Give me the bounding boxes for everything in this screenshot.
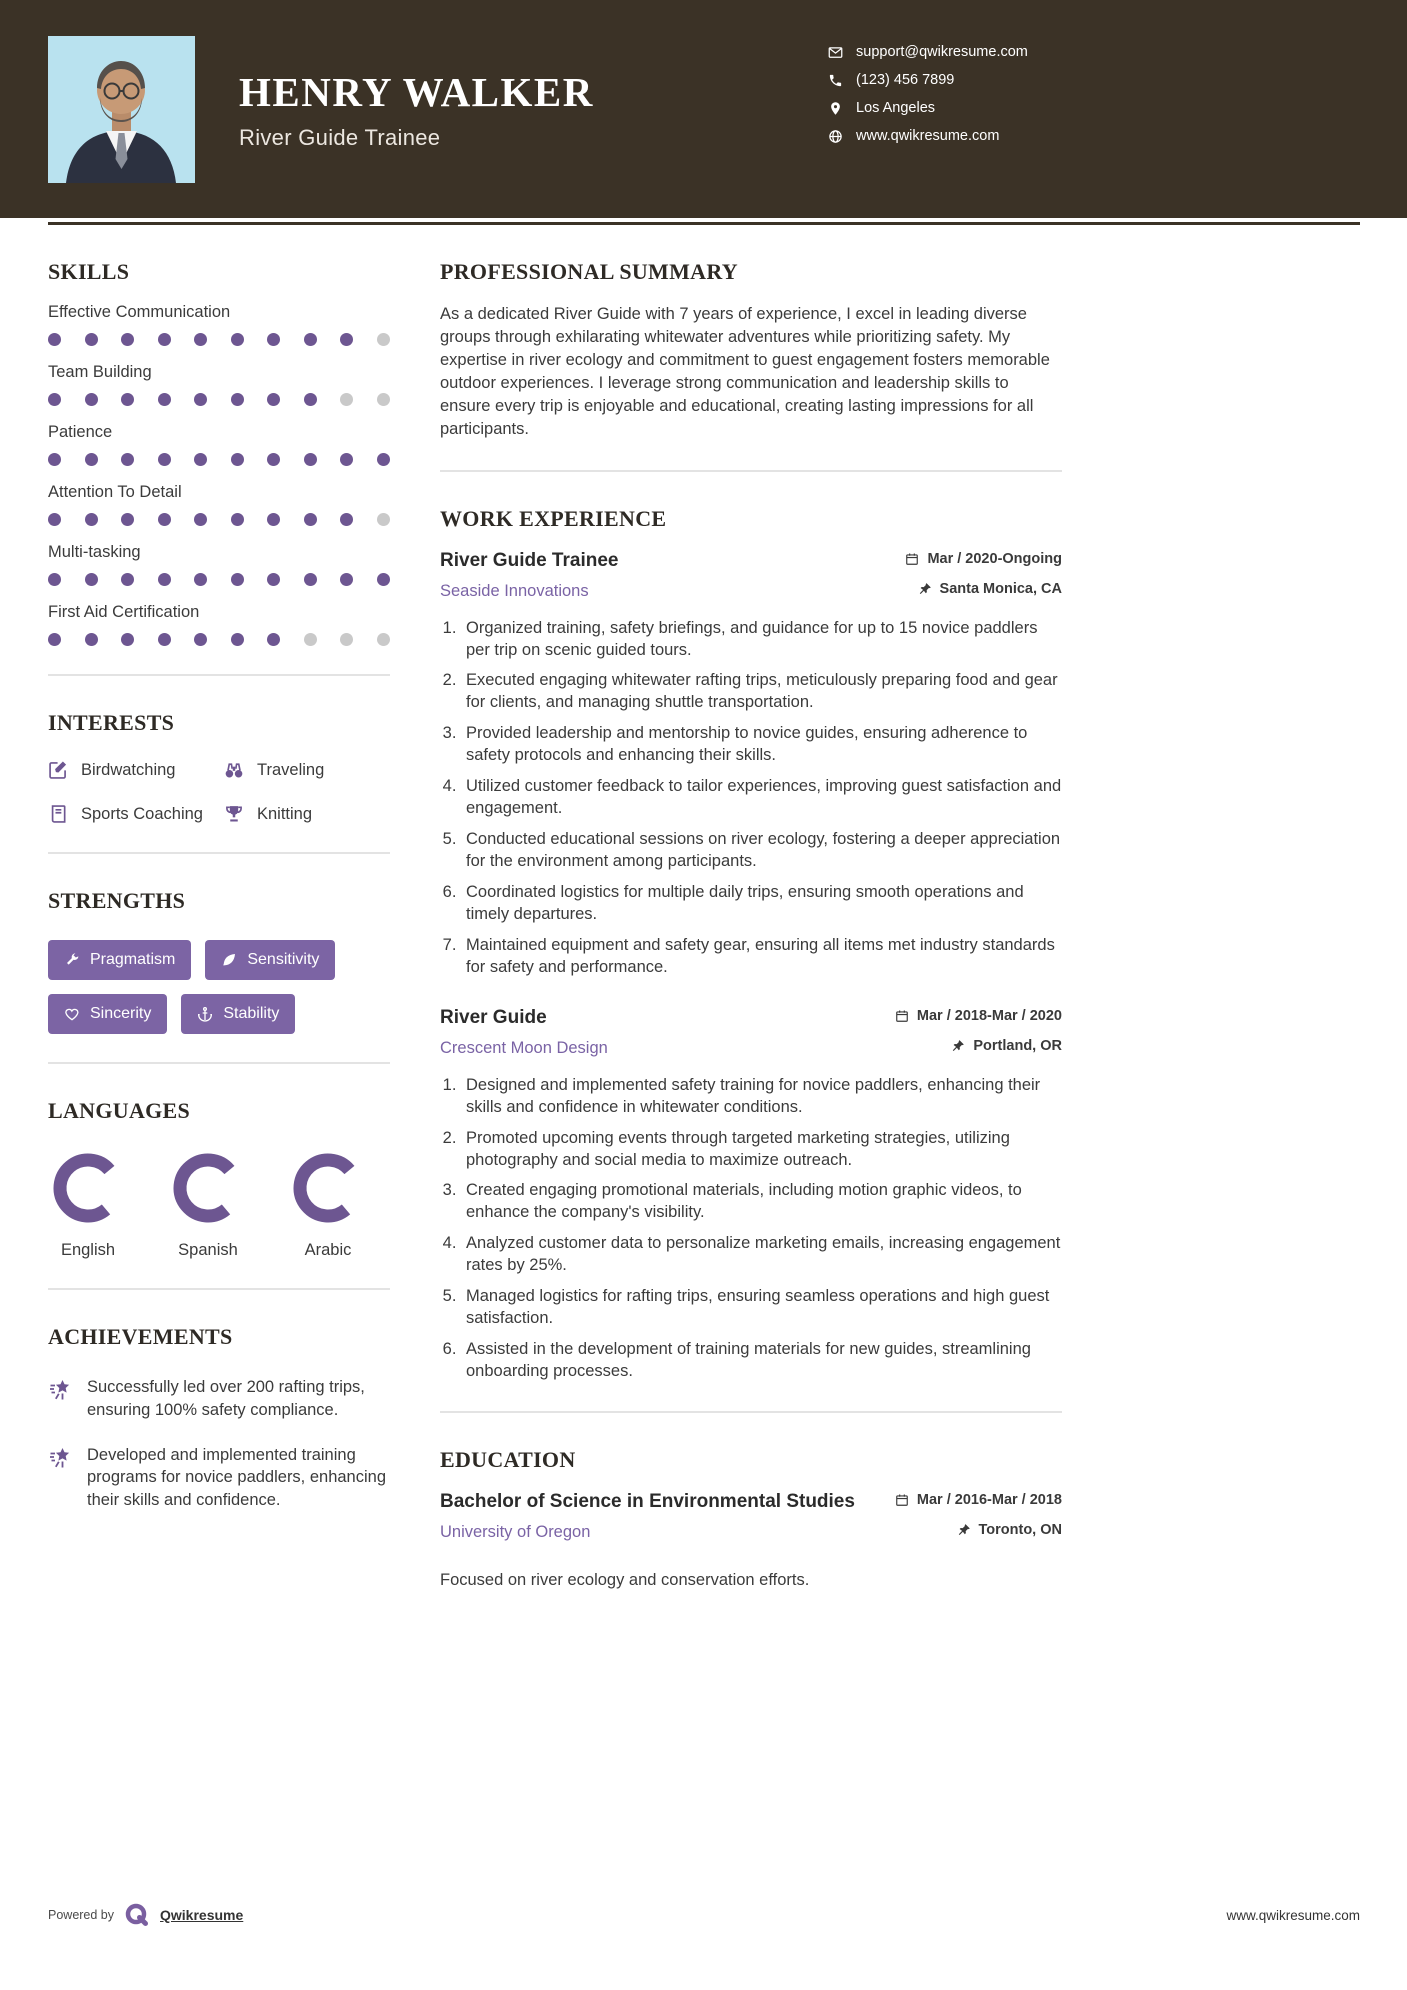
interest-item <box>224 760 390 780</box>
skill-dot <box>158 513 171 526</box>
skill-dot <box>194 453 207 466</box>
achievement-item <box>48 1444 390 1512</box>
qwikresume-logo-icon[interactable] <box>124 1902 150 1928</box>
job-bullet: 6. Assisted in the development of training materials for new guides, streamlining onboarding processes. <box>461 1339 1062 1383</box>
skill-item <box>48 603 390 646</box>
strength-label: Sensitivity <box>247 951 320 968</box>
interests-list <box>48 760 390 824</box>
contact-item <box>828 128 1028 144</box>
achievements-list <box>48 1376 390 1512</box>
skills-section <box>48 259 390 646</box>
skill-item <box>48 303 390 346</box>
skill-dot <box>194 333 207 346</box>
job-bullet: 2. Promoted upcoming events through targeted marketing strategies, utilizing photography and social media to maximize outreach. <box>461 1128 1062 1172</box>
language-item <box>288 1150 368 1260</box>
contact-text[interactable]: www.qwikresume.com <box>856 128 1000 144</box>
language-item <box>48 1150 128 1260</box>
education-location <box>957 1522 1063 1538</box>
skill-dot <box>231 573 244 586</box>
skill-dot <box>85 393 98 406</box>
job-entry <box>440 1007 1062 1383</box>
skill-dot <box>48 333 61 346</box>
strengths-list <box>48 940 390 1034</box>
skill-dot <box>231 453 244 466</box>
profile-photo <box>48 36 195 183</box>
skill-dot <box>304 633 317 646</box>
skill-dot <box>158 333 171 346</box>
job-company-row <box>440 581 1062 614</box>
skill-dot <box>267 633 280 646</box>
skill-name: Team Building <box>48 363 152 381</box>
job-bullet: 4. Analyzed customer data to personalize marketing emails, increasing engagement rates by 25%. <box>461 1233 1062 1277</box>
job-bullet: 4. Utilized customer feedback to tailor experiences, improving guest satisfaction and engagement. <box>461 776 1062 820</box>
job-company: Seaside Innovations <box>440 581 589 600</box>
pin-icon <box>957 1523 971 1537</box>
skill-dot <box>194 513 207 526</box>
skill-dot <box>267 573 280 586</box>
skill-dot <box>158 393 171 406</box>
brand-link[interactable]: Qwikresume <box>160 1907 244 1923</box>
skill-dot <box>340 393 353 406</box>
job-bullet: 3. Provided leadership and mentorship to novice guides, ensuring adherence to safety protocols and enhancing their skills. <box>461 723 1062 767</box>
languages-list <box>48 1150 390 1260</box>
languages-section <box>48 1098 390 1260</box>
anchor-icon <box>197 1006 213 1022</box>
skill-rating <box>48 513 390 526</box>
leaf-icon <box>221 952 237 968</box>
job-bullet: 5. Conducted educational sessions on river ecology, fostering a deeper appreciation for the environment among participants. <box>461 829 1062 873</box>
calendar-icon <box>905 552 919 566</box>
skill-dot <box>340 453 353 466</box>
job-bullets <box>440 1075 1062 1383</box>
pencil-icon <box>48 760 68 780</box>
email-icon <box>828 45 843 60</box>
job-location <box>918 581 1062 597</box>
skill-dot <box>377 453 390 466</box>
education-heading: EDUCATION <box>440 1446 576 1472</box>
education-note: Focused on river ecology and conservation efforts. <box>440 1570 810 1589</box>
skill-dot <box>121 333 134 346</box>
job-bullet: 7. Maintained equipment and safety gear, ensuring all items met industry standards for safety and performance. <box>461 935 1062 979</box>
achievement-text: Successfully led over 200 rafting trips, ensuring 100% safety compliance. <box>87 1378 365 1419</box>
trophy-icon <box>224 804 244 824</box>
job-bullet: 1. Organized training, safety briefings, and guidance for up to 15 novice paddlers per trip on scenic guided tours. <box>461 618 1062 662</box>
strength-badge <box>205 940 335 980</box>
skill-item <box>48 423 390 466</box>
skill-dot <box>121 393 134 406</box>
heart-icon <box>64 1006 80 1022</box>
person-name: HENRY WALKER <box>239 68 594 115</box>
languages-heading: LANGUAGES <box>48 1098 191 1123</box>
summary-text: As a dedicated River Guide with 7 years of experience, I excel in leading diverse groups through exhilarating whitewater adventures while prioritizing safety. My expertise in river ecology and commitment to guest engagement fosters memorable outdoor experiences. I leverage strong communication and leadership skills to ensure every trip is enjoyable and educational, creating lasting impressions for all participants. <box>440 305 1050 439</box>
right-column <box>440 225 1062 1590</box>
interest-label: Birdwatching <box>81 760 176 779</box>
skill-name: Patience <box>48 423 113 441</box>
medal-star-icon <box>48 1446 72 1470</box>
job-bullet: 5. Managed logistics for rafting trips, ensuring seamless operations and high guest satisfaction. <box>461 1286 1062 1330</box>
language-name: Arabic <box>304 1241 352 1259</box>
education-location-text: Toronto, ON <box>978 1521 1062 1538</box>
left-column <box>48 225 390 1590</box>
contact-text[interactable]: support@qwikresume.com <box>856 44 1028 60</box>
strength-label: Sincerity <box>90 1005 152 1022</box>
strengths-section <box>48 888 390 1034</box>
job-entry <box>440 550 1062 979</box>
skill-dot <box>340 513 353 526</box>
skills-heading: SKILLS <box>48 259 130 284</box>
skill-dot <box>85 633 98 646</box>
skill-dot <box>121 513 134 526</box>
achievements-section <box>48 1324 390 1512</box>
contact-item <box>828 100 1028 116</box>
section-divider <box>440 1411 1062 1413</box>
header <box>0 0 1407 218</box>
skill-name: Multi-tasking <box>48 543 141 561</box>
skill-dot <box>377 633 390 646</box>
pin-icon <box>918 582 932 596</box>
jobs-list <box>440 550 1062 1383</box>
summary-section <box>440 259 1062 442</box>
job-company-row <box>440 1038 1062 1071</box>
skill-dot <box>231 393 244 406</box>
profile-photo-image <box>48 36 195 183</box>
section-divider <box>48 674 390 676</box>
skill-dot <box>304 453 317 466</box>
language-level-arc <box>170 1150 246 1226</box>
skill-dot <box>304 513 317 526</box>
skills-list <box>48 303 390 646</box>
education-dates <box>895 1492 1062 1508</box>
job-location-text: Santa Monica, CA <box>939 580 1062 597</box>
degree-title: Bachelor of Science in Environmental Studies <box>440 1490 855 1512</box>
job-title: River Guide <box>440 1006 547 1028</box>
skill-dot <box>158 633 171 646</box>
powered-by-label: Powered by <box>48 1908 115 1922</box>
strength-badge <box>48 940 191 980</box>
language-level-arc <box>50 1150 126 1226</box>
job-bullet: 1. Designed and implemented safety training for novice paddlers, enhancing their skills and confidence in whitewater conditions. <box>461 1075 1062 1119</box>
skill-dot <box>304 393 317 406</box>
skill-name: First Aid Certification <box>48 603 200 621</box>
interest-item <box>48 760 224 780</box>
job-bullet: 3. Created engaging promotional materials, including motion graphic videos, to enhance the company's visibility. <box>461 1180 1062 1224</box>
job-title-row <box>440 550 1062 581</box>
interest-item <box>224 804 390 824</box>
skill-dot <box>267 333 280 346</box>
skill-dot <box>340 333 353 346</box>
skill-dot <box>48 633 61 646</box>
footer-site-link[interactable]: www.qwikresume.com <box>1226 1907 1360 1923</box>
skill-dot <box>304 333 317 346</box>
person-title: River Guide Trainee <box>239 124 441 150</box>
job-dates <box>905 551 1062 567</box>
skill-dot <box>304 573 317 586</box>
wrench-icon <box>64 952 80 968</box>
skill-dot <box>340 633 353 646</box>
education-title-row <box>440 1491 1062 1522</box>
skill-rating <box>48 393 390 406</box>
skill-dot <box>231 633 244 646</box>
skill-rating <box>48 573 390 586</box>
skill-rating <box>48 453 390 466</box>
skill-dot <box>85 573 98 586</box>
job-title: River Guide Trainee <box>440 549 619 571</box>
skill-dot <box>267 513 280 526</box>
binoculars-icon <box>224 760 244 780</box>
strength-badge <box>48 994 167 1034</box>
skill-dot <box>121 633 134 646</box>
education-section <box>440 1447 1062 1590</box>
skill-dot <box>121 453 134 466</box>
skill-dot <box>158 453 171 466</box>
summary-heading: PROFESSIONAL SUMMARY <box>440 259 738 284</box>
interests-heading: INTERESTS <box>48 710 175 735</box>
job-bullet: 6. Coordinated logistics for multiple daily trips, ensuring smooth operations and timely departures. <box>461 882 1062 926</box>
achievement-text: Developed and implemented training programs for novice paddlers, enhancing their skills and confidence. <box>87 1445 387 1510</box>
contact-text: Los Angeles <box>856 100 936 116</box>
section-divider <box>48 852 390 854</box>
strengths-heading: STRENGTHS <box>48 888 186 913</box>
book-icon <box>48 804 68 824</box>
skill-dot <box>85 453 98 466</box>
job-location-text: Portland, OR <box>973 1037 1062 1054</box>
skill-dot <box>121 573 134 586</box>
job-location <box>951 1038 1062 1054</box>
school-name: University of Oregon <box>440 1522 591 1541</box>
skill-dot <box>48 453 61 466</box>
interest-label: Knitting <box>257 804 313 823</box>
skill-dot <box>85 333 98 346</box>
identity <box>239 68 594 151</box>
medal-star-icon <box>48 1378 72 1402</box>
job-company: Crescent Moon Design <box>440 1038 608 1057</box>
skill-dot <box>231 513 244 526</box>
skill-name: Attention To Detail <box>48 483 182 501</box>
interest-label: Traveling <box>257 760 325 779</box>
skill-item <box>48 363 390 406</box>
contact-item <box>828 44 1028 60</box>
contact-list <box>828 44 1028 156</box>
strength-badge <box>181 994 295 1034</box>
skill-dot <box>377 573 390 586</box>
skill-dot <box>231 333 244 346</box>
phone-icon <box>828 73 843 88</box>
skill-dot <box>377 513 390 526</box>
job-bullet: 2. Executed engaging whitewater rafting trips, meticulously preparing food and gear for clients, and managing shuttle transportation. <box>461 670 1062 714</box>
strength-label: Pragmatism <box>90 951 176 968</box>
skill-dot <box>158 573 171 586</box>
footer <box>48 1902 1360 1928</box>
calendar-icon <box>895 1493 909 1507</box>
location-icon <box>828 101 843 116</box>
skill-dot <box>48 513 61 526</box>
job-dates <box>895 1008 1062 1024</box>
job-dates-text: Mar / 2020-Ongoing <box>927 550 1062 567</box>
content-columns <box>0 225 1407 1590</box>
skill-dot <box>267 393 280 406</box>
skill-dot <box>194 573 207 586</box>
interests-section <box>48 710 390 824</box>
education-dates-text: Mar / 2016-Mar / 2018 <box>916 1491 1062 1508</box>
section-divider <box>440 470 1062 472</box>
skill-dot <box>194 633 207 646</box>
achievements-heading: ACHIEVEMENTS <box>48 1324 233 1349</box>
job-dates-text: Mar / 2018-Mar / 2020 <box>916 1007 1062 1024</box>
contact-text[interactable]: (123) 456 7899 <box>856 72 955 88</box>
skill-dot <box>194 393 207 406</box>
language-level-arc <box>290 1150 366 1226</box>
language-item <box>168 1150 248 1260</box>
section-divider <box>48 1288 390 1290</box>
skill-dot <box>48 573 61 586</box>
pin-icon <box>951 1039 965 1053</box>
skill-dot <box>267 453 280 466</box>
skill-name: Effective Communication <box>48 303 231 321</box>
skill-dot <box>377 393 390 406</box>
skill-dot <box>85 513 98 526</box>
strength-label: Stability <box>223 1005 280 1022</box>
skill-dot <box>340 573 353 586</box>
job-bullets <box>440 618 1062 979</box>
globe-icon <box>828 129 843 144</box>
achievement-item <box>48 1376 390 1422</box>
work-experience-section <box>440 506 1062 1383</box>
skill-rating <box>48 333 390 346</box>
education-school-row <box>440 1522 1062 1555</box>
skill-dot <box>48 393 61 406</box>
skill-item <box>48 543 390 586</box>
language-name: English <box>60 1241 116 1259</box>
skill-rating <box>48 633 390 646</box>
interest-label: Sports Coaching <box>81 804 203 823</box>
calendar-icon <box>895 1009 909 1023</box>
section-divider <box>48 1062 390 1064</box>
interest-item <box>48 804 224 824</box>
skill-dot <box>377 333 390 346</box>
skill-item <box>48 483 390 526</box>
job-title-row <box>440 1007 1062 1038</box>
language-name: Spanish <box>178 1241 238 1259</box>
work-experience-heading: WORK EXPERIENCE <box>440 505 667 531</box>
contact-item <box>828 72 1028 88</box>
